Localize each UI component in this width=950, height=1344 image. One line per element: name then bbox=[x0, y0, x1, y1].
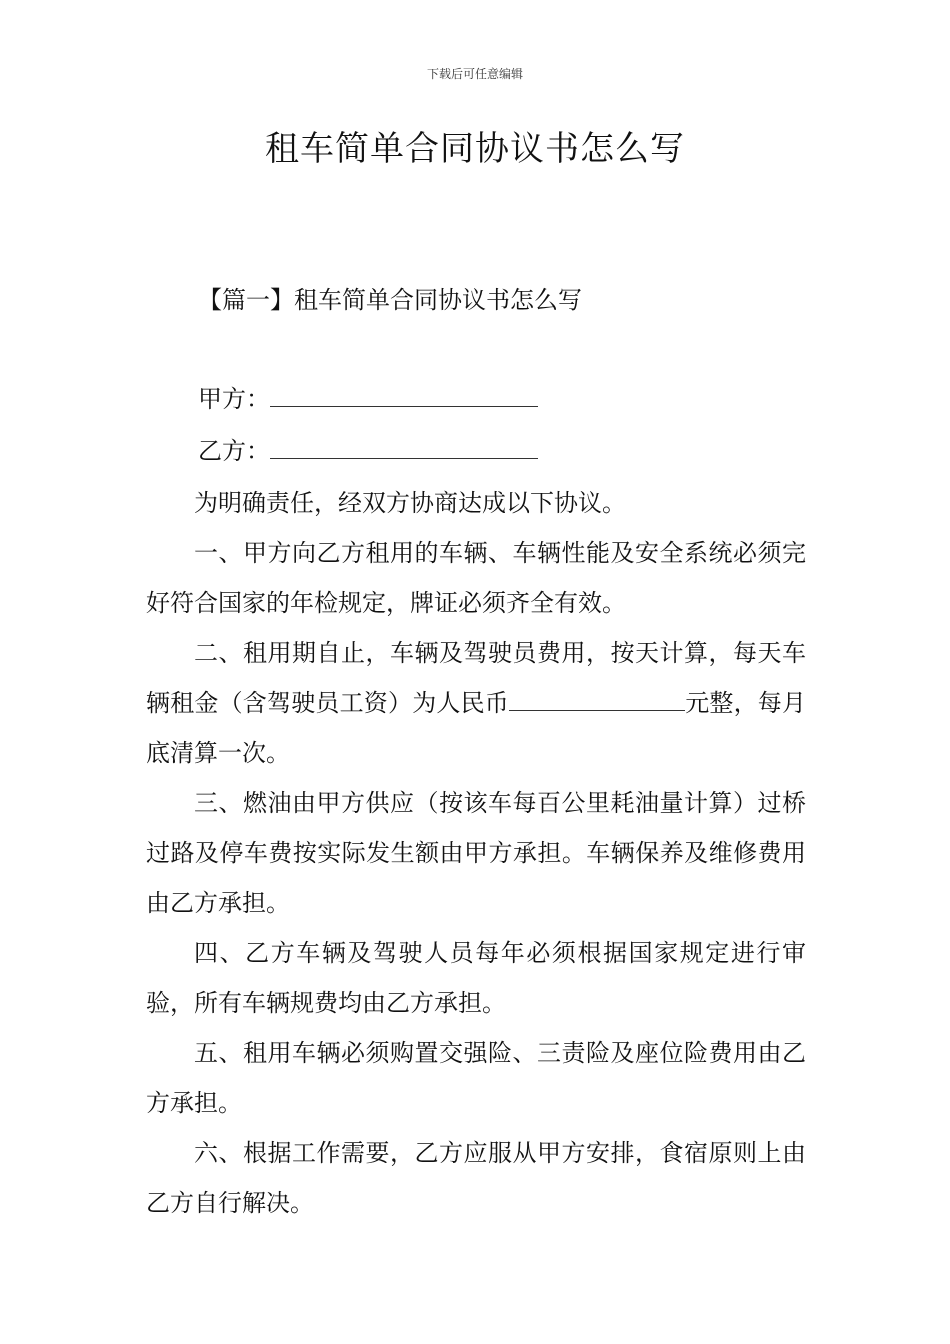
clause-1: 一、甲方向乙方租用的车辆、车辆性能及安全系统必须完好符合国家的年检规定，牌证必须齐全有效。 bbox=[146, 539, 806, 617]
party-a-label: 甲方： bbox=[198, 385, 270, 413]
clause-3: 三、燃油由甲方供应（按该车每百公里耗油量计算）过桥过路及停车费按实际发生额由甲方承担。车辆保养及维修费用由乙方承担。 bbox=[146, 789, 806, 917]
clause-2-text-after: 元整，每月底清算一次。 bbox=[146, 689, 806, 767]
clause-2 bbox=[146, 628, 806, 778]
clause-6: 六、根据工作需要，乙方应服从甲方安排，食宿原则上由乙方自行解决。 bbox=[146, 1139, 806, 1217]
section-heading: 【篇一】租车简单合同协议书怎么写 bbox=[198, 286, 582, 314]
party-b-line bbox=[198, 432, 538, 469]
header-note: 下载后可任意编辑 bbox=[426, 67, 523, 81]
party-a-line bbox=[198, 380, 538, 417]
contract-body bbox=[146, 478, 806, 1228]
intro-paragraph: 为明确责任，经双方协商达成以下协议。 bbox=[194, 489, 626, 517]
clause-4: 四、乙方车辆及驾驶人员每年必须根据国家规定进行审验，所有车辆规费均由乙方承担。 bbox=[146, 939, 806, 1017]
clause-5: 五、租用车辆必须购置交强险、三责险及座位险费用由乙方承担。 bbox=[146, 1039, 806, 1117]
party-a-blank bbox=[270, 380, 538, 407]
party-b-label: 乙方： bbox=[198, 437, 270, 465]
document-title: 租车简单合同协议书怎么写 bbox=[265, 129, 685, 169]
rent-amount-blank bbox=[509, 684, 685, 711]
party-b-blank bbox=[270, 432, 538, 459]
clause-2-text-before: 二、租用期自止，车辆及驾驶员费用，按天计算，每天车辆租金（含驾驶员工资）为人民币 bbox=[146, 639, 806, 717]
